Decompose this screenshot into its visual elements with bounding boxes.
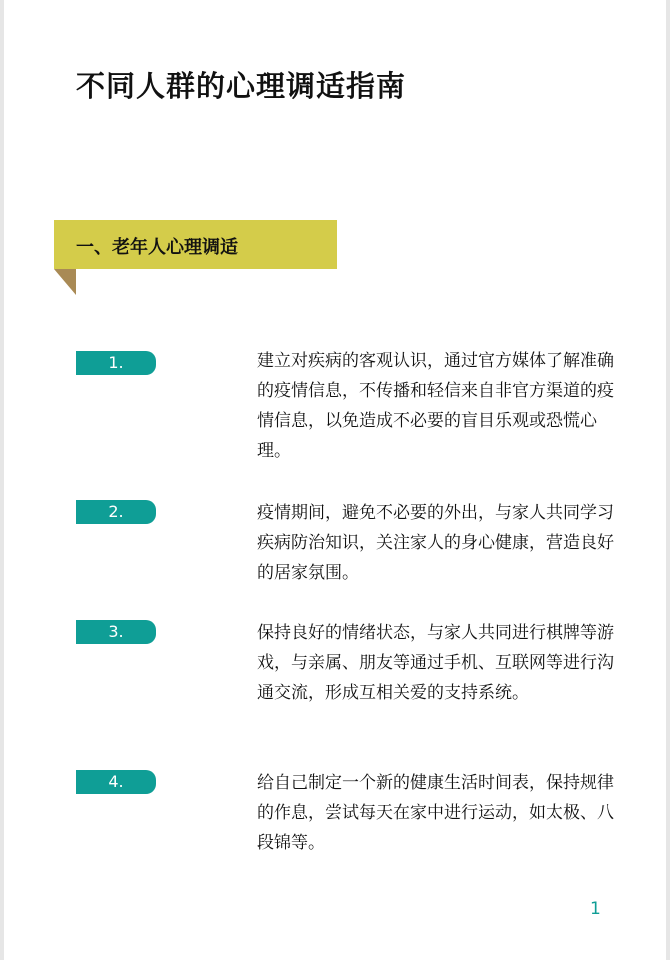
item-text: 给自己制定一个新的健康生活时间表，保持规律的作息，尝试每天在家中进行运动，如太极、八段锦等。 — [257, 773, 614, 853]
section-banner-fold — [54, 269, 76, 295]
item-number-badge: 1. — [76, 351, 156, 375]
item-number-badge: 3. — [76, 620, 156, 644]
section-banner — [54, 220, 337, 269]
page-number: 1 — [590, 899, 601, 919]
document-title: 不同人群的心理调适指南 — [76, 69, 407, 103]
item-text: 建立对疾病的客观认识，通过官方媒体了解准确的疫情信息，不传播和轻信来自非官方渠道的疫情信息，以免造成不必要的盲目乐观或恐慌心理。 — [257, 351, 614, 461]
item-number-badge: 4. — [76, 770, 156, 794]
item-number-badge: 2. — [76, 500, 156, 524]
section-title: 一、老年人心理调适 — [76, 237, 238, 258]
document-page — [4, 0, 666, 960]
item-text: 保持良好的情绪状态，与家人共同进行棋牌等游戏，与亲属、朋友等通过手机、互联网等进行沟通交流，形成互相关爱的支持系统。 — [257, 623, 614, 703]
item-text: 疫情期间，避免不必要的外出，与家人共同学习疾病防治知识，关注家人的身心健康，营造良好的居家氛围。 — [257, 503, 614, 583]
